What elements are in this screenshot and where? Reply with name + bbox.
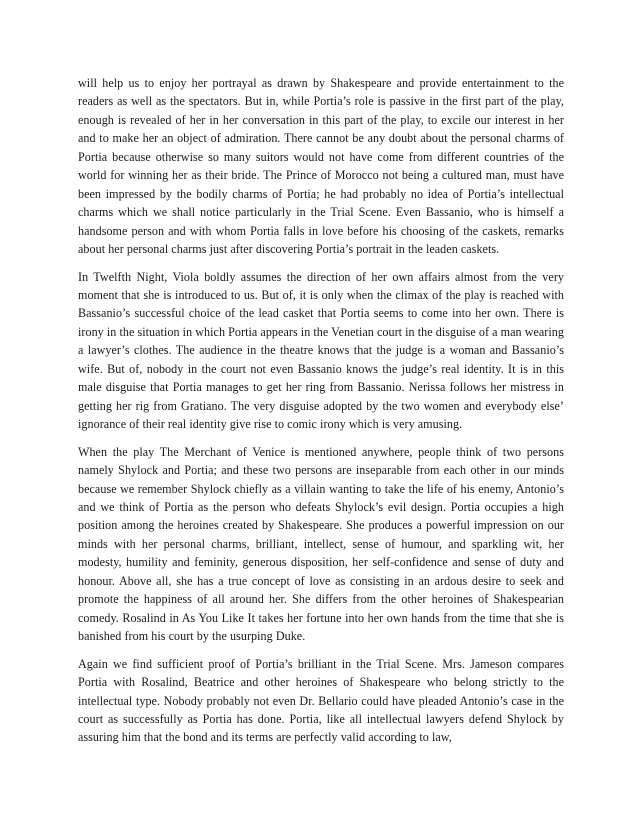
paragraph-portia-charms: will help us to enjoy her portrayal as drawn by Shakespeare and provide entertainment to the readers as well as the spectators. But in, while Portia’s role is passive in the first part of the play, enough is revealed of her in her conversation in this part of the play, to excile our interest in her and to make her an object of admiration. There cannot be any doubt about the personal charms of Portia because otherwise so many suitors would not have come from different countries of the world for winning her as their bride. The Prince of Morocco not being a cultured man, must have been impressed by the bodily charms of Portia; he had probably no idea of Portia’s intellectual charms which we shall notice particularly in the Trial Scene. Even Bassanio, who is himself a handsome person and with whom Portia falls in love before his choosing of the caskets, remarks about her personal charms just after discovering Portia’s portrait in the leaden caskets. — [78, 76, 564, 257]
paragraph-trial-scene: Again we find sufficient proof of Portia’s brilliant in the Trial Scene. Mrs. Jameson compares Portia with Rosalind, Beatrice and other heroines of Shakespeare who belong strictly to the intellectual type. Nobody probably not even Dr. Bellario could have pleaded Antonio’s case in the court as successfully as Portia has done. Portia, like all intellectual lawyers defend Shylock by assuring him that the bond and its terms are perfectly valid according to law, — [78, 656, 564, 745]
paragraph-twelfth-night: In Twelfth Night, Viola boldly assumes the direction of her own affairs almost from the very moment that she is introduced to us. But of, it is only when the climax of the play is reached with Bassanio’s successful choice of the lead casket that Portia seems to come into her own. There is irony in the situation in which Portia appears in the Venetian court in the disguise of a man wearing a lawyer’s clothes. The audience in the theatre knows that the judge is a woman and Bassanio’s wife. But of, nobody in the court not even Bassanio knows the judge’s real identity. It is in this male disguise that Portia manages to get her ring from Bassanio. Nerissa follows her mistress in getting her rig from Gratiano. The very disguise adopted by the two women and everybody else’ ignorance of their real identity give rise to comic irony which is very amusing. — [78, 269, 564, 432]
document-page — [78, 74, 564, 756]
paragraph-merchant-of-venice: When the play The Merchant of Venice is mentioned anywhere, people think of two persons namely Shylock and Portia; and these two persons are inseparable from each other in our minds because we remember Shylock chiefly as a villain wanting to take the life of his enemy, Antonio’s and we think of Portia as the person who defeats Shylock’s evil design. Portia occupies a high position among the heroines created by Shakespeare. She produces a powerful impression on our minds with her personal charms, brilliant, intellect, sense of humour, and sparkling wit, her modesty, humility and feminity, generous disposition, her self-confidence and sense of duty and honour. Above all, she has a true concept of love as consisting in an ardous desire to seek and promote the happiness of all around her. She differs from the other heroines of Shakespearian comedy. Rosalind in As You Like It takes her fortune into her own hands from the time that she is banished from his court by the usurping Duke. — [78, 444, 564, 644]
